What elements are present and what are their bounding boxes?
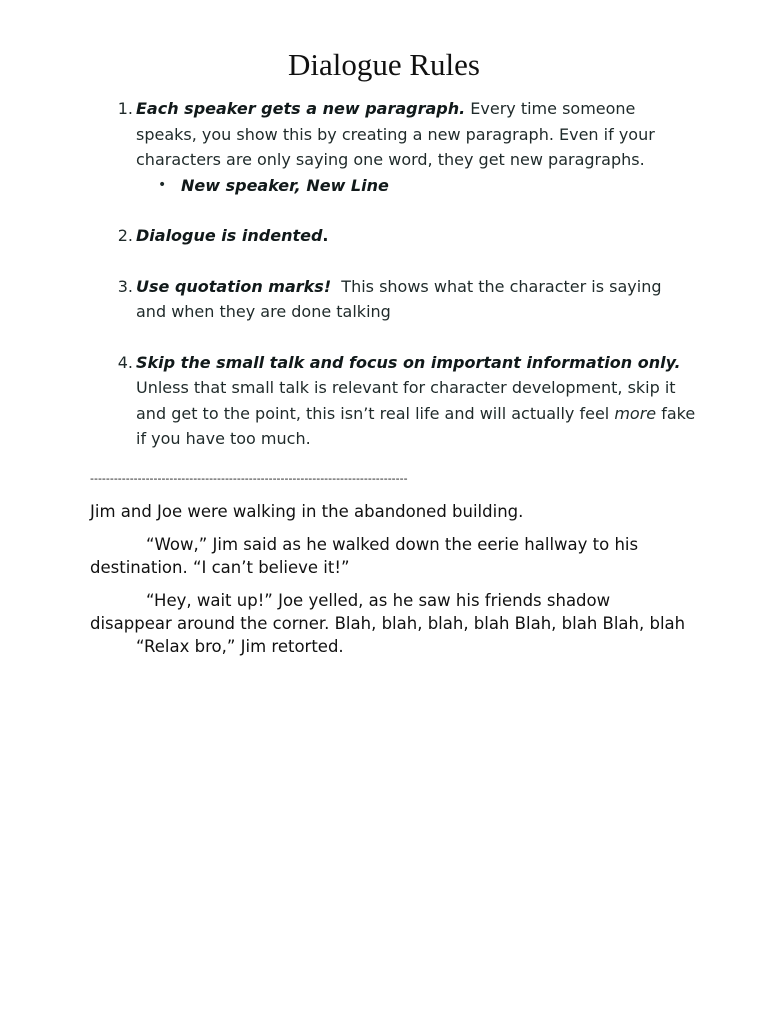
rule-text: Unless that small talk is relevant for character development, skip it and get to the point, this isn’t real life and will actually feel xyxy=(136,378,676,423)
rule-heading: Each speaker gets a new paragraph. xyxy=(136,99,466,118)
rule-heading-period: . xyxy=(322,226,329,245)
rule-item-3 xyxy=(117,274,696,325)
rule-text: This shows what the character is saying and when they are done talking xyxy=(136,276,667,321)
story-paragraph-2: “Wow,” Jim said as he walked down the eerie hallway to his destination. “I can’t believe it!” xyxy=(90,535,639,577)
section-divider: -------------------------------------------------------------------------------- xyxy=(90,472,408,485)
story-paragraph-4: “Relax bro,” Jim retorted. xyxy=(136,637,344,656)
rules-list xyxy=(117,96,696,477)
rule-text: Every time someone speaks, you show this by creating a new paragraph. Even if your characters are only saying one word, they get new paragraphs. xyxy=(136,99,655,169)
rule-text-emphasis: more xyxy=(614,403,657,423)
sub-bullet xyxy=(158,173,696,199)
rule-heading: Skip the small talk and focus on important information only. xyxy=(136,352,681,372)
rule-item-1 xyxy=(117,96,696,198)
rule-item-4 xyxy=(117,350,696,452)
rule-number: 3. xyxy=(117,276,133,296)
sub-bullet-text: New speaker, New Line xyxy=(181,175,389,195)
story-section xyxy=(90,500,690,668)
rule-item-2 xyxy=(117,223,696,249)
rule-heading: Dialogue is indented xyxy=(136,226,323,245)
rule-heading: Use quotation marks! xyxy=(136,276,332,296)
page-title: Dialogue Rules xyxy=(288,47,480,82)
rule-text-end: fake if you have too much. xyxy=(136,403,696,448)
rule-number: 4. xyxy=(117,352,133,372)
bullet-icon: • xyxy=(158,176,167,193)
rule-number: 1. xyxy=(117,99,133,118)
story-paragraph-3: “Hey, wait up!” Joe yelled, as he saw his friends shadow disappear around the corner. Blah, blah, blah, blah Blah, blah Blah, blah xyxy=(90,591,686,633)
rule-number: 2. xyxy=(117,226,133,245)
story-paragraph-1: Jim and Joe were walking in the abandoned building. xyxy=(90,502,524,521)
